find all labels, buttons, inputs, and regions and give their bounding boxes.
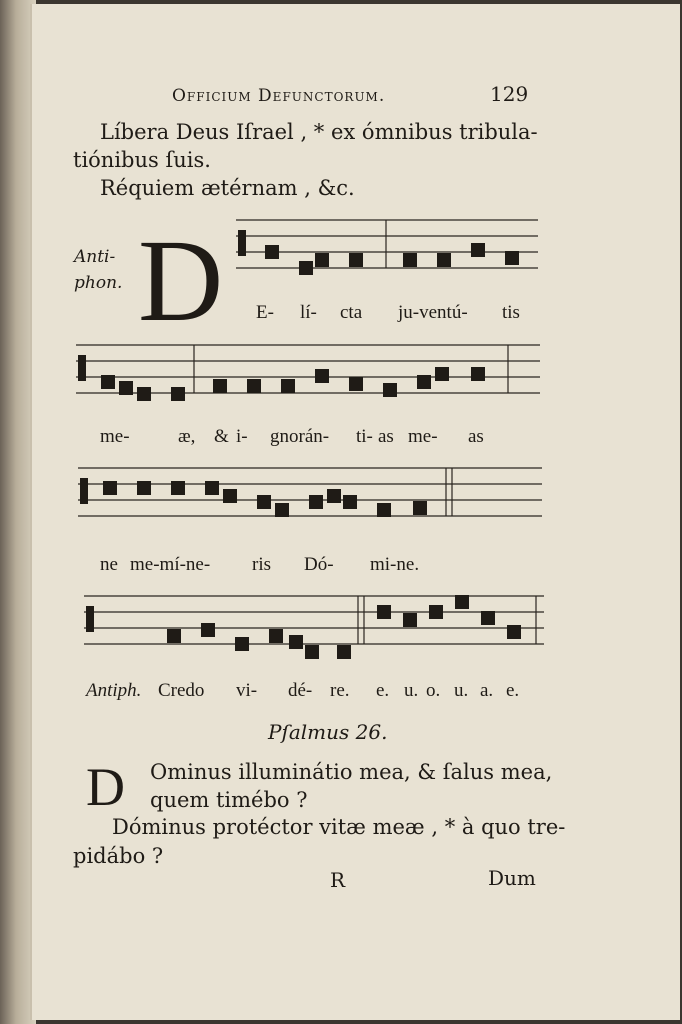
note [349, 377, 363, 391]
lyric-syllable: ris [252, 554, 271, 575]
text-line-6: Dóminus protéctor vitæ meæ , * à quo tre- [112, 815, 566, 839]
note [167, 629, 181, 643]
clef [86, 606, 94, 632]
lyric-syllable: gnorán- [270, 426, 330, 447]
lyric-syllable: e. [376, 680, 390, 701]
note [417, 375, 431, 389]
note [299, 261, 313, 275]
lyric-syllable: Antiph. [86, 680, 142, 701]
lyric-syllable: me- [408, 426, 438, 447]
lyric-syllable: æ, [178, 426, 196, 447]
note [119, 381, 133, 395]
note [171, 481, 185, 495]
note [327, 489, 341, 503]
text-line-5: quem timébo ? [150, 788, 308, 812]
lyric-syllable: ju-ventú- [398, 302, 468, 323]
text-line-7: pidábo ? [73, 844, 164, 868]
lyric-syllable: mi-ne. [370, 554, 420, 575]
note [343, 495, 357, 509]
lyric-syllable: lí- [300, 302, 317, 323]
note [205, 481, 219, 495]
note [413, 501, 427, 515]
note [429, 605, 443, 619]
note [505, 251, 519, 265]
note [101, 375, 115, 389]
lyric-syllable: i- [236, 426, 248, 447]
note [471, 243, 485, 257]
page-number: 129 [490, 82, 529, 106]
note [315, 253, 329, 267]
lyric-syllable: o. [426, 680, 441, 701]
text-line-2: tiónibus ſuis. [73, 148, 211, 172]
note [305, 645, 319, 659]
note [377, 503, 391, 517]
note [247, 379, 261, 393]
note [201, 623, 215, 637]
lyric-syllable: e. [506, 680, 520, 701]
note [471, 367, 485, 381]
lyric-syllable: me-mí-ne- [130, 554, 211, 575]
clef [80, 478, 88, 504]
note [455, 595, 469, 609]
note [481, 611, 495, 625]
lyric-syllable: tis [502, 302, 520, 323]
note [437, 253, 451, 267]
lyric-syllable: u. [454, 680, 469, 701]
drop-cap-initial-2: D [86, 757, 125, 817]
note [213, 379, 227, 393]
note [289, 635, 303, 649]
psalm-title: Pſalmus 26. [268, 720, 388, 744]
note [337, 645, 351, 659]
drop-cap-initial: D [138, 215, 224, 346]
note [275, 503, 289, 517]
lyric-syllable: cta [340, 302, 363, 323]
lyric-syllable: a. [480, 680, 494, 701]
note [265, 245, 279, 259]
note [257, 495, 271, 509]
note [403, 613, 417, 627]
lyric-syllable: u. [404, 680, 419, 701]
note [377, 605, 391, 619]
note [223, 489, 237, 503]
note [137, 481, 151, 495]
antiphon-label-line1: Anti- [74, 247, 116, 267]
lyric-syllable: ne [100, 554, 118, 575]
note [383, 383, 397, 397]
text-line-1: Líbera Deus Iſrael , * ex ómnibus tribula- [100, 120, 538, 144]
lyric-syllable: & [214, 426, 229, 447]
lyric-syllable: Credo [158, 680, 205, 701]
lyric-syllable: as [468, 426, 484, 447]
lyric-syllable: ti- [356, 426, 373, 447]
note [281, 379, 295, 393]
note [309, 495, 323, 509]
note [103, 481, 117, 495]
note [235, 637, 249, 651]
note [507, 625, 521, 639]
note [403, 253, 417, 267]
clef [78, 355, 86, 381]
text-line-4: Ominus illuminátio mea, & ſalus mea, [150, 760, 553, 784]
note [435, 367, 449, 381]
lyric-syllable: me- [100, 426, 130, 447]
lyric-syllable: vi- [236, 680, 258, 701]
note [137, 387, 151, 401]
lyric-syllable: Dó- [304, 554, 334, 575]
page-header: Officium Defunctorum. [172, 86, 386, 106]
lyric-syllable: dé- [288, 680, 313, 701]
lyric-syllable: as [378, 426, 394, 447]
text-line-3: Réquiem ætérnam , &c. [100, 176, 355, 200]
note [171, 387, 185, 401]
antiphon-label-line2: phon. [74, 273, 123, 293]
catchword: Dum [488, 866, 536, 890]
lyric-syllable: E- [256, 302, 274, 323]
lyric-syllable: re. [330, 680, 350, 701]
catch-letter: R [330, 868, 346, 892]
note [349, 253, 363, 267]
clef [238, 230, 246, 256]
note [315, 369, 329, 383]
note [269, 629, 283, 643]
